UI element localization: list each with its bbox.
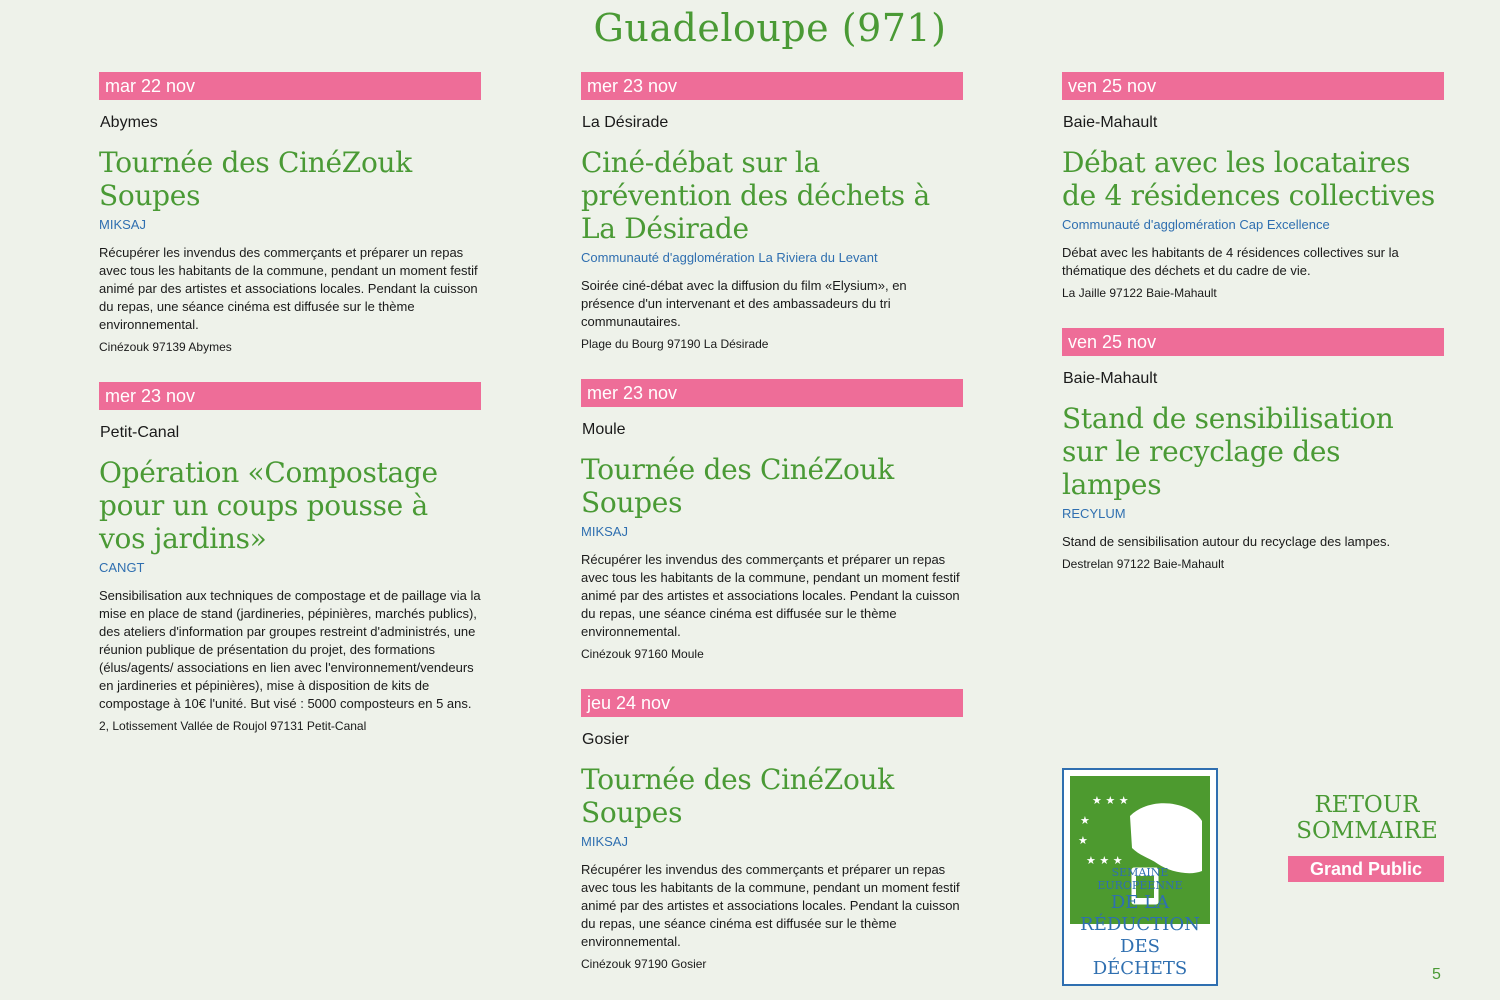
- event-description: Récupérer les invendus des commerçants et préparer un repas avec tous les habitants de la commune, pendant un moment festif animé par des artistes et associations locales. Pendant la cuisson du repas, une séance cinéma est diffusée sur le thème environnemental.: [581, 862, 960, 949]
- column-3: [1062, 72, 1444, 599]
- event-place: Moule: [582, 421, 626, 438]
- event-address: Destrelan 97122 Baie-Mahault: [1062, 557, 1225, 571]
- event-card: [99, 382, 481, 733]
- svg-text:★: ★: [1078, 834, 1088, 847]
- event-organizer: CANGT: [99, 560, 145, 575]
- event-title: Tournée des CinéZouk Soupes: [581, 453, 894, 519]
- page-title: Guadeloupe (971): [593, 6, 947, 50]
- event-title: Tournée des CinéZouk Soupes: [99, 146, 412, 212]
- event-card: [581, 689, 963, 971]
- event-address: Plage du Bourg 97190 La Désirade: [581, 337, 769, 351]
- event-date: mer 23 nov: [581, 72, 963, 100]
- event-address: Cinézouk 97139 Abymes: [99, 340, 232, 354]
- logo-line-3: DES DÉCHETS: [1092, 936, 1188, 979]
- event-organizer: MIKSAJ: [581, 834, 628, 849]
- page-number: 5: [1432, 966, 1441, 983]
- retour-sommaire-link[interactable]: RETOUR SOMMAIRE: [1296, 792, 1438, 844]
- event-organizer: MIKSAJ: [581, 524, 628, 539]
- event-place: Petit-Canal: [100, 424, 180, 441]
- event-place: La Désirade: [582, 114, 669, 131]
- event-description: Soirée ciné-débat avec la diffusion du film «Elysium», en présence d'un intervenant et des ambassadeurs du tri communautaires.: [581, 278, 907, 329]
- event-date: ven 25 nov: [1062, 72, 1444, 100]
- event-place: Baie-Mahault: [1063, 370, 1158, 387]
- event-date: mer 23 nov: [581, 379, 963, 407]
- event-date: mar 22 nov: [99, 72, 481, 100]
- event-organizer: RECYLUM: [1062, 506, 1126, 521]
- event-card: [1062, 328, 1444, 571]
- event-date: jeu 24 nov: [581, 689, 963, 717]
- svg-text:★ ★ ★: ★ ★ ★: [1092, 794, 1129, 807]
- event-title: Stand de sensibilisation sur le recyclage des lampes: [1062, 402, 1394, 501]
- event-description: Débat avec les habitants de 4 résidences collectives sur la thématique des déchets et du cadre de vie.: [1062, 245, 1399, 278]
- event-address: Cinézouk 97160 Moule: [581, 647, 704, 661]
- event-place: Baie-Mahault: [1063, 114, 1158, 131]
- event-card: [581, 379, 963, 661]
- event-description: Sensibilisation aux techniques de compostage et de paillage via la mise en place de stand (jardineries, pépinières, marchés publics), des ateliers d'information par groupes restreint d'administrés, une réunion publique de présentation du projet, des formations (élus/agents/ associations en lien avec l'environnement/vendeurs en jardineries et pépinières), mise à disposition de kits de compostage à 10€ l'unité. But visé : 5000 composteurs en 5 ans.: [99, 588, 481, 711]
- grand-public-button[interactable]: Grand Public: [1288, 856, 1444, 882]
- sedd-logo: [1062, 768, 1218, 986]
- event-organizer: Communauté d'agglomération Cap Excellence: [1062, 217, 1330, 232]
- event-address: Cinézouk 97190 Gosier: [581, 957, 707, 971]
- event-description: Stand de sensibilisation autour du recyclage des lampes.: [1062, 534, 1391, 549]
- event-organizer: Communauté d'agglomération La Riviera du Levant: [581, 250, 878, 265]
- event-card: [1062, 72, 1444, 300]
- event-date: ven 25 nov: [1062, 328, 1444, 356]
- event-title: Opération «Compostage pour un coups pousse à vos jardins»: [99, 456, 438, 555]
- logo-line-1: SEMAINE EUROPÉENNE: [1097, 866, 1183, 892]
- event-title: Tournée des CinéZouk Soupes: [581, 763, 894, 829]
- event-card: [99, 72, 481, 354]
- svg-text:★ ★ ★: ★ ★ ★: [1086, 854, 1123, 867]
- column-1: [99, 72, 481, 761]
- event-place: Abymes: [100, 114, 158, 131]
- event-card: [581, 72, 963, 351]
- column-2: [581, 72, 963, 999]
- event-place: Gosier: [582, 731, 630, 748]
- svg-text:★: ★: [1080, 814, 1090, 827]
- event-description: Récupérer les invendus des commerçants et préparer un repas avec tous les habitants de la commune, pendant un moment festif animé par des artistes et associations locales. Pendant la cuisson du repas, une séance cinéma est diffusée sur le thème environnemental.: [581, 552, 960, 639]
- event-address: 2, Lotissement Vallée de Roujol 97131 Petit-Canal: [99, 719, 367, 733]
- event-title: Ciné-débat sur la prévention des déchets à La Désirade: [581, 146, 930, 245]
- event-description: Récupérer les invendus des commerçants et préparer un repas avec tous les habitants de la commune, pendant un moment festif animé par des artistes et associations locales. Pendant la cuisson du repas, une séance cinéma est diffusée sur le thème environnemental.: [99, 245, 478, 332]
- event-date: mer 23 nov: [99, 382, 481, 410]
- event-organizer: MIKSAJ: [99, 217, 146, 232]
- event-address: La Jaille 97122 Baie-Mahault: [1062, 286, 1217, 300]
- logo-line-2: DE LA RÉDUCTION: [1080, 892, 1200, 935]
- event-title: Débat avec les locataires de 4 résidences collectives: [1062, 146, 1436, 212]
